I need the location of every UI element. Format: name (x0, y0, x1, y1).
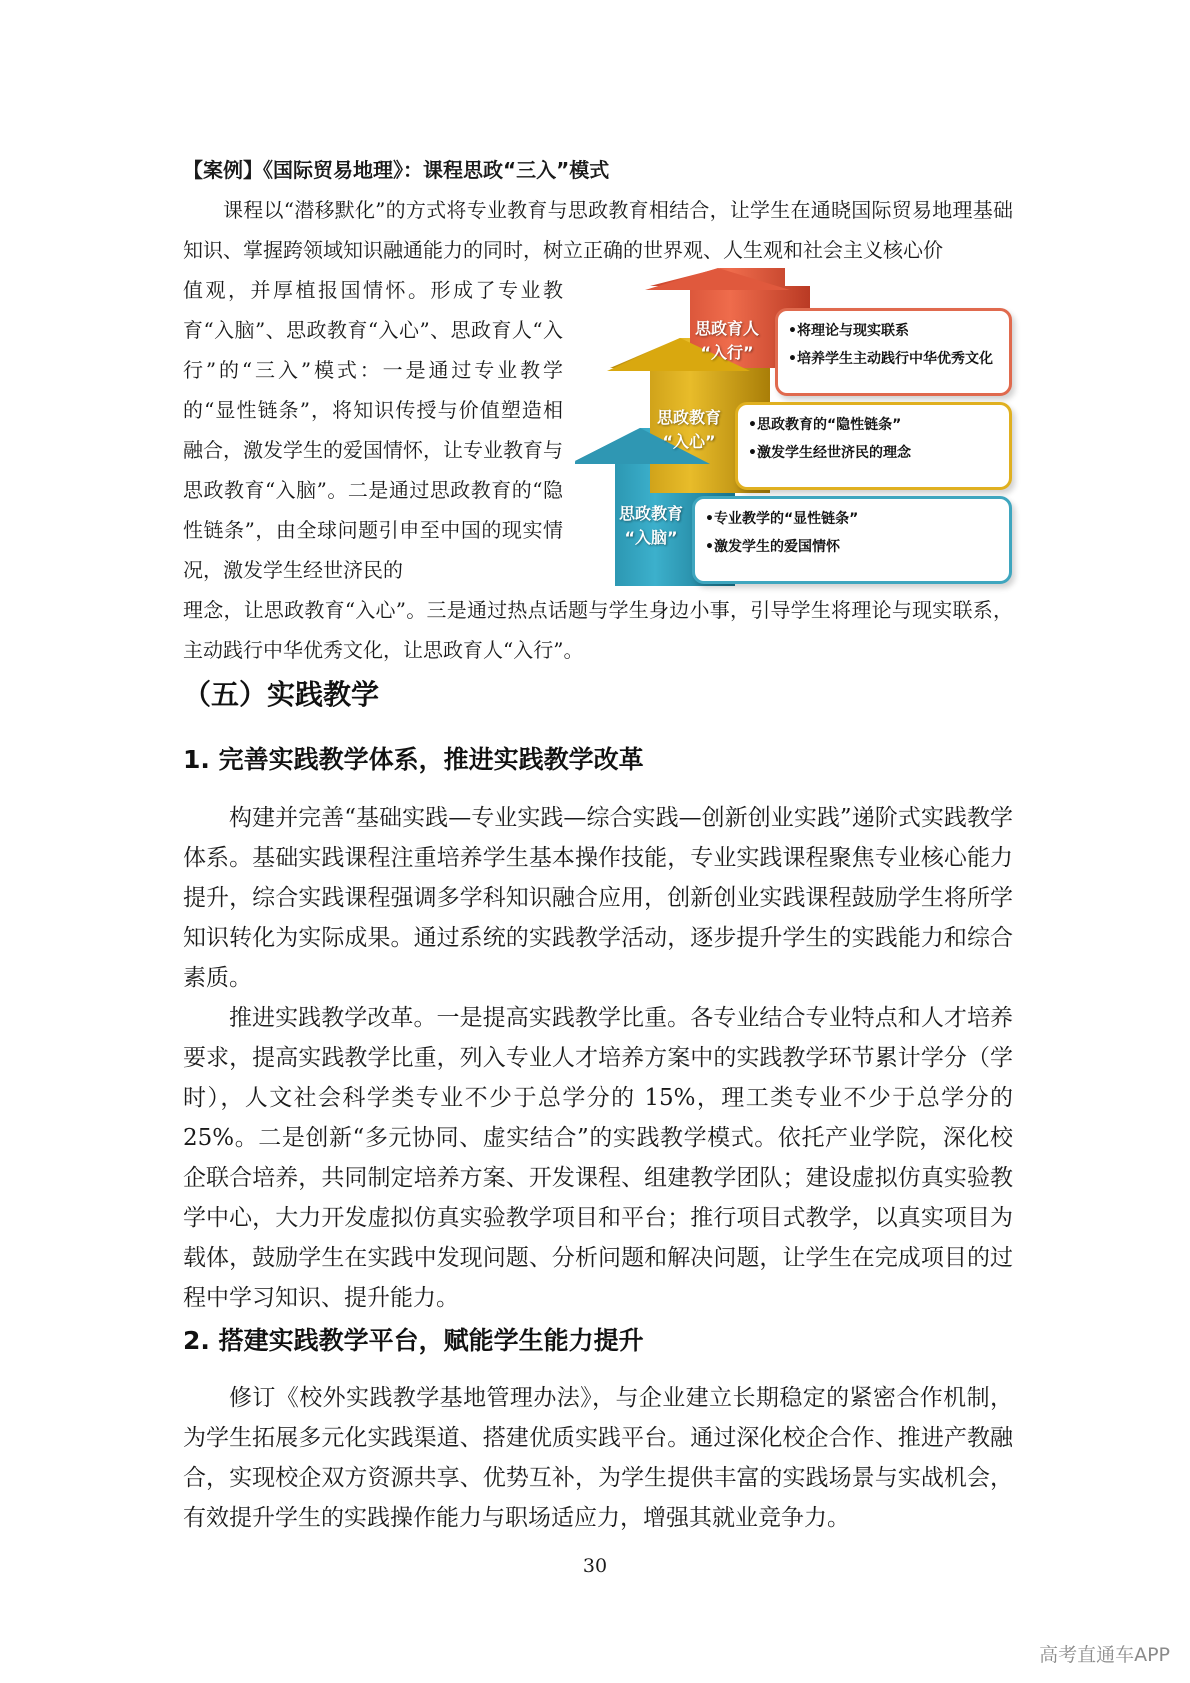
tier-rudao-bullet-2: •激发学生的爱国情怀 (705, 539, 840, 555)
subsection-1-heading: 1. 完善实践教学体系，推进实践教学改革 (183, 745, 644, 774)
page-number: 30 (582, 1555, 608, 1577)
tier-ruxin-label (629, 406, 749, 454)
section-heading: （五）实践教学 (183, 678, 380, 711)
subsection-1-paragraph-1: 构建并完善“基础实践—专业实践—综合实践—创新创业实践”递阶式实践教学体系。基础实践课程注重培养学生基本操作技能，专业实践课程聚焦专业核心能力提升，综合实践课程强调多学科知识融合应用，创新创业实践课程鼓励学生将所学知识转化为实际成果。通过系统的实践教学活动，逐步提升学生的实践能力和综合素质。 (183, 805, 1013, 991)
tier-ruxing-label (667, 317, 787, 365)
tier-ruxing-bullet-1: •将理论与现实联系 (788, 323, 909, 339)
tier-ruxin-label-line1: 思政教育 (656, 408, 721, 427)
tier-ruxing-bullet-2: •培养学生主动践行中华优秀文化 (788, 351, 993, 367)
tier-ruxing-label-line2: “入行” (700, 343, 754, 362)
tier-ruxin-bullet-1: •思政教育的“隐性链条” (748, 417, 902, 433)
tier-rudao-label-line1: 思政教育 (618, 504, 683, 523)
three-entry-model-diagram (575, 268, 1015, 588)
case-title: 【案例】《国际贸易地理》：课程思政“三入”模式 (183, 158, 610, 182)
watermark: 高考直通车APP (1039, 1644, 1170, 1666)
case-wrapped-paragraph: 值观，并厚植报国情怀。形成了专业教育“入脑”、思政教育“入心”、思政育人“入行”的“三入”模式：一是通过专业教学的“显性链条”，将知识传授与价值塑造相融合，激发学生的爱国情怀，让专业教育与思政教育“入脑”。二是通过思政教育的“隐性链条”，由全球问题引申至中国的现实情况，激发学生经世济民的 (183, 278, 563, 582)
tier-ruxin-bullet-2: •激发学生经世济民的理念 (748, 445, 911, 461)
tier-rudao-label-line2: “入脑” (624, 528, 678, 547)
subsection-2-heading: 2. 搭建实践教学平台，赋能学生能力提升 (183, 1326, 644, 1355)
tier-ruxin-box (735, 402, 1012, 490)
case-tail-paragraph: 理念，让思政教育“入心”。三是通过热点话题与学生身边小事，引导学生将理论与现实联系，主动践行中华优秀文化，让思政育人“入行”。 (183, 598, 1013, 662)
subsection-2-paragraph-1: 修订《校外实践教学基地管理办法》，与企业建立长期稳定的紧密合作机制，为学生拓展多元化实践渠道、搭建优质实践平台。通过深化校企合作、推进产教融合，实现校企双方资源共享、优势互补，为学生提供丰富的实践场景与实战机会，有效提升学生的实践操作能力与职场适应力，增强其就业竞争力。 (183, 1385, 1013, 1531)
tier-rudao-box (692, 496, 1012, 584)
tier-rudao-label (591, 502, 711, 550)
tier-ruxing-box (775, 308, 1012, 396)
tier-ruxin-label-line2: “入心” (662, 432, 716, 451)
case-intro-paragraph: 课程以“潜移默化”的方式将专业教育与思政教育相结合，让学生在通晓国际贸易地理基础知识、掌握跨领域知识融通能力的同时，树立正确的世界观、人生观和社会主义核心价 (183, 198, 1013, 262)
subsection-1-paragraph-2: 推进实践教学改革。一是提高实践教学比重。各专业结合专业特点和人才培养要求，提高实践教学比重，列入专业人才培养方案中的实践教学环节累计学分（学时），人文社会科学类专业不少于总学分的 15%，理工类专业不少于总学分的 25%。二是创新“多元协同、虚实结合”的实践教学模式。依托产业学院，深化校企联合培养，共同制定培养方案、开发课程、组建教学团队；建设虚拟仿真实验教学中心，大力开发虚拟仿真实验教学项目和平台；推行项目式教学，以真实项目为载体，鼓励学生在实践中发现问题、分析问题和解决问题，让学生在完成项目的过程中学习知识、提升能力。 (183, 1005, 1013, 1311)
tier-ruxing-label-line1: 思政育人 (694, 319, 759, 338)
tier-rudao-bullet-1: •专业教学的“显性链条” (705, 511, 859, 527)
